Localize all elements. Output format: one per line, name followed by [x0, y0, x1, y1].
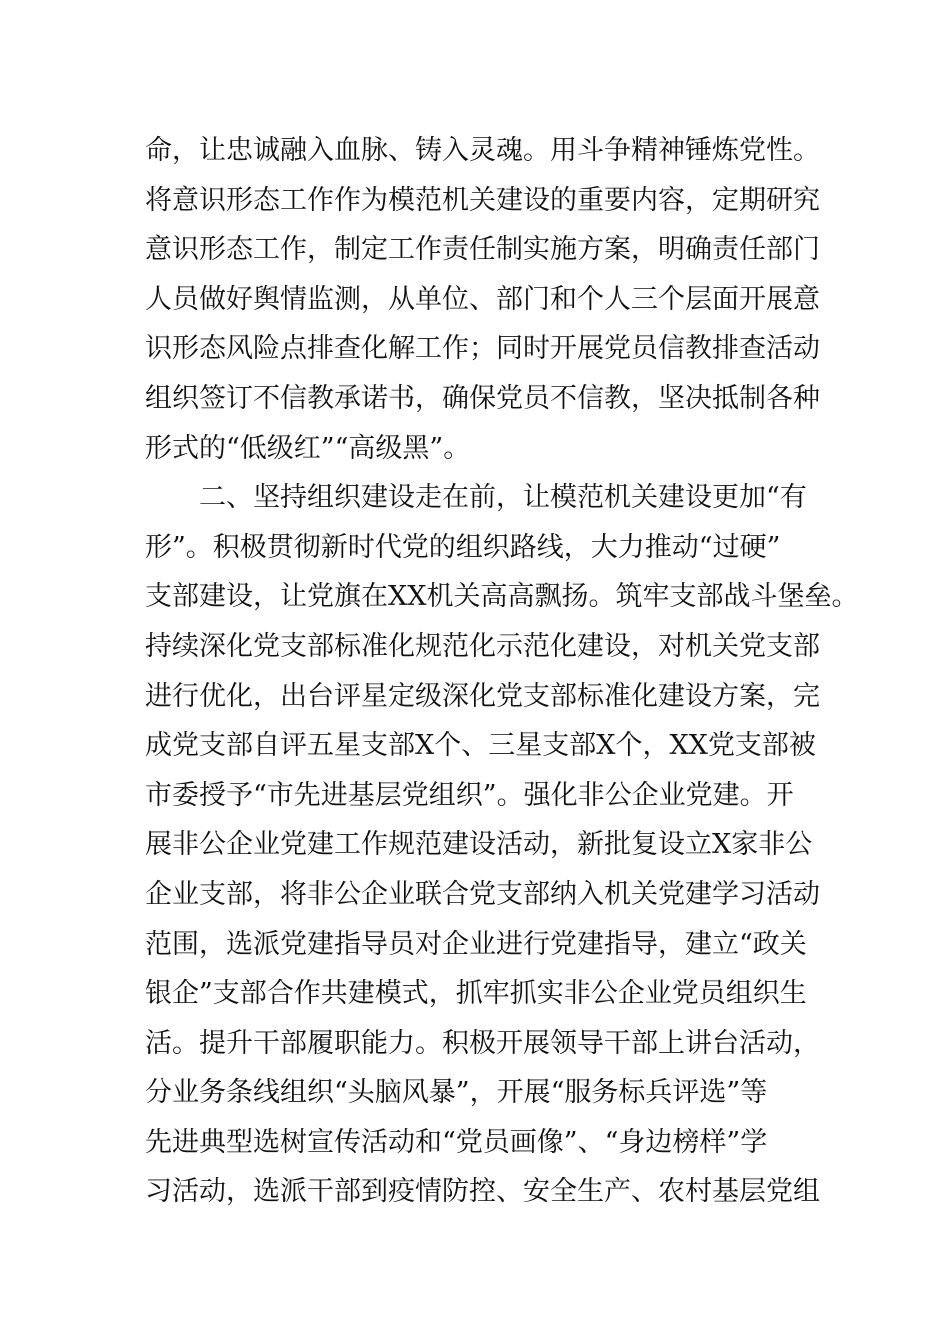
section-heading-line: 二、坚持组织建设走在前，让模范机关建设更加“有: [199, 482, 807, 514]
text-line: 人员做好舆情监测，从单位、部门和个人三个层面开展意: [145, 283, 820, 315]
text-line: 习活动，选派干部到疫情防控、安全生产、农村基层党组: [145, 1176, 820, 1208]
text-line: 分业务条线组织“头脑风暴”，开展“服务标兵评选”等: [145, 1077, 768, 1109]
text-line: 范围，选派党建指导员对企业进行党建指导，建立“政关: [145, 928, 807, 960]
text-line: 意识形态工作，制定工作责任制实施方案，明确责任部门: [145, 234, 820, 266]
text-line: 形式的“低级红”“高级黑”。: [145, 432, 471, 464]
text-line: 进行优化，出台评星定级深化党支部标准化建设方案，完: [145, 680, 820, 712]
text-line: 支部建设，让党旗在XX机关高高飘扬。筑牢支部战斗堡垒。: [145, 581, 859, 613]
text-line: 识形态风险点排查化解工作；同时开展党员信教排查活动: [145, 333, 820, 365]
text-line: 形”。积极贯彻新时代党的组织路线，大力推动“过硬”: [145, 531, 781, 563]
text-line: 银企”支部合作共建模式，抓牢抓实非公企业党员组织生: [145, 978, 807, 1010]
text-line: 持续深化党支部标准化规范化示范化建设，对机关党支部: [145, 630, 820, 662]
text-line: 将意识形态工作作为模范机关建设的重要内容，定期研究: [145, 184, 820, 216]
text-line: 先进典型选树宣传活动和“党员画像”、“身边榜样”学: [145, 1126, 768, 1158]
text-line: 组织签订不信教承诺书，确保党员不信教，坚决抵制各种: [145, 382, 820, 414]
text-line: 活。提升干部履职能力。积极开展领导干部上讲台活动，: [145, 1027, 820, 1059]
text-line: 展非公企业党建工作规范建设活动，新批复设立X家非公: [145, 829, 813, 861]
text-line: 命，让忠诚融入血脉、铸入灵魂。用斗争精神锤炼党性。: [145, 135, 820, 166]
body-text: [145, 126, 859, 1217]
text-line: 市委授予“市先进基层党组织”。强化非公企业党建。开: [145, 779, 794, 811]
text-line: 企业支部，将非公企业联合党支部纳入机关党建学习活动: [145, 878, 820, 910]
text-line: 成党支部自评五星支部X个、三星支部X个，XX党支部被: [145, 730, 816, 762]
